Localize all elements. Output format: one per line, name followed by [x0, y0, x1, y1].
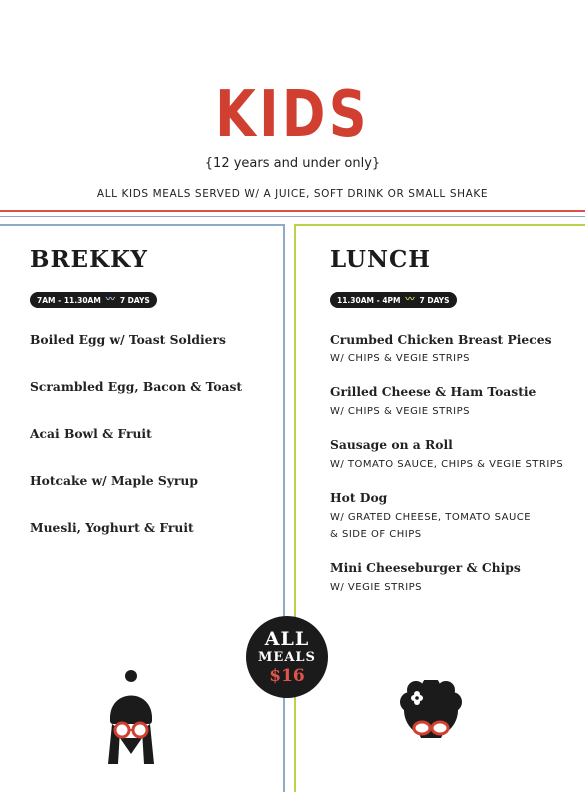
lunch-item: Sausage on a Roll	[330, 437, 453, 452]
lunch-item-desc: W/ VEGIE STRIPS	[330, 582, 423, 593]
brekky-heading: BREKKY	[30, 246, 148, 273]
divider-blue	[0, 216, 585, 217]
lunch-item: Mini Cheeseburger & Chips	[330, 560, 521, 575]
menu-title: KIDS	[215, 78, 370, 152]
lunch-item-desc: & SIDE OF CHIPS	[330, 529, 422, 540]
age-note: {12 years and under only}	[204, 156, 381, 171]
brekky-item: Boiled Egg w/ Toast Soldiers	[30, 332, 226, 347]
brekky-item: Muesli, Yoghurt & Fruit	[30, 520, 194, 535]
badge-price: $16	[269, 666, 305, 686]
lunch-hours-pill	[330, 292, 457, 308]
brekky-days: 7 DAYS	[119, 295, 150, 305]
lunch-frame-left	[294, 224, 296, 792]
lunch-heading: LUNCH	[330, 246, 432, 273]
divider-red	[0, 210, 585, 212]
lunch-days: 7 DAYS	[419, 295, 450, 305]
lunch-time: 11.30AM - 4PM	[337, 295, 401, 305]
brekky-frame-top	[0, 224, 285, 226]
lunch-item: Grilled Cheese & Ham Toastie	[330, 384, 537, 399]
badge-all: ALL	[264, 628, 310, 650]
brekky-time: 7AM - 11.30AM	[37, 295, 101, 305]
price-badge	[246, 616, 328, 698]
drinks-note: ALL KIDS MEALS SERVED W/ A JUICE, SOFT DRINK OR SMALL SHAKE	[96, 188, 489, 200]
lunch-item-desc: W/ GRATED CHEESE, TOMATO SAUCE	[330, 512, 532, 523]
mustache-icon: 〰	[405, 294, 415, 305]
mustache-icon: 〰	[105, 294, 115, 305]
brekky-frame-right	[283, 224, 285, 792]
brekky-hours-pill	[30, 292, 157, 308]
beanie-kid-icon	[98, 668, 164, 768]
brekky-item: Scrambled Egg, Bacon & Toast	[30, 379, 243, 394]
lunch-frame-top	[294, 224, 585, 226]
brekky-item: Hotcake w/ Maple Syrup	[30, 473, 198, 488]
brekky-item: Acai Bowl & Fruit	[30, 426, 152, 441]
afro-kid-icon	[394, 680, 468, 746]
lunch-item: Crumbed Chicken Breast Pieces	[330, 332, 552, 347]
badge-meals: MEALS	[258, 650, 316, 665]
lunch-item: Hot Dog	[330, 490, 388, 505]
lunch-item-desc: W/ CHIPS & VEGIE STRIPS	[330, 353, 471, 364]
lunch-item-desc: W/ TOMATO SAUCE, CHIPS & VEGIE STRIPS	[330, 459, 564, 470]
lunch-item-desc: W/ CHIPS & VEGIE STRIPS	[330, 406, 471, 417]
